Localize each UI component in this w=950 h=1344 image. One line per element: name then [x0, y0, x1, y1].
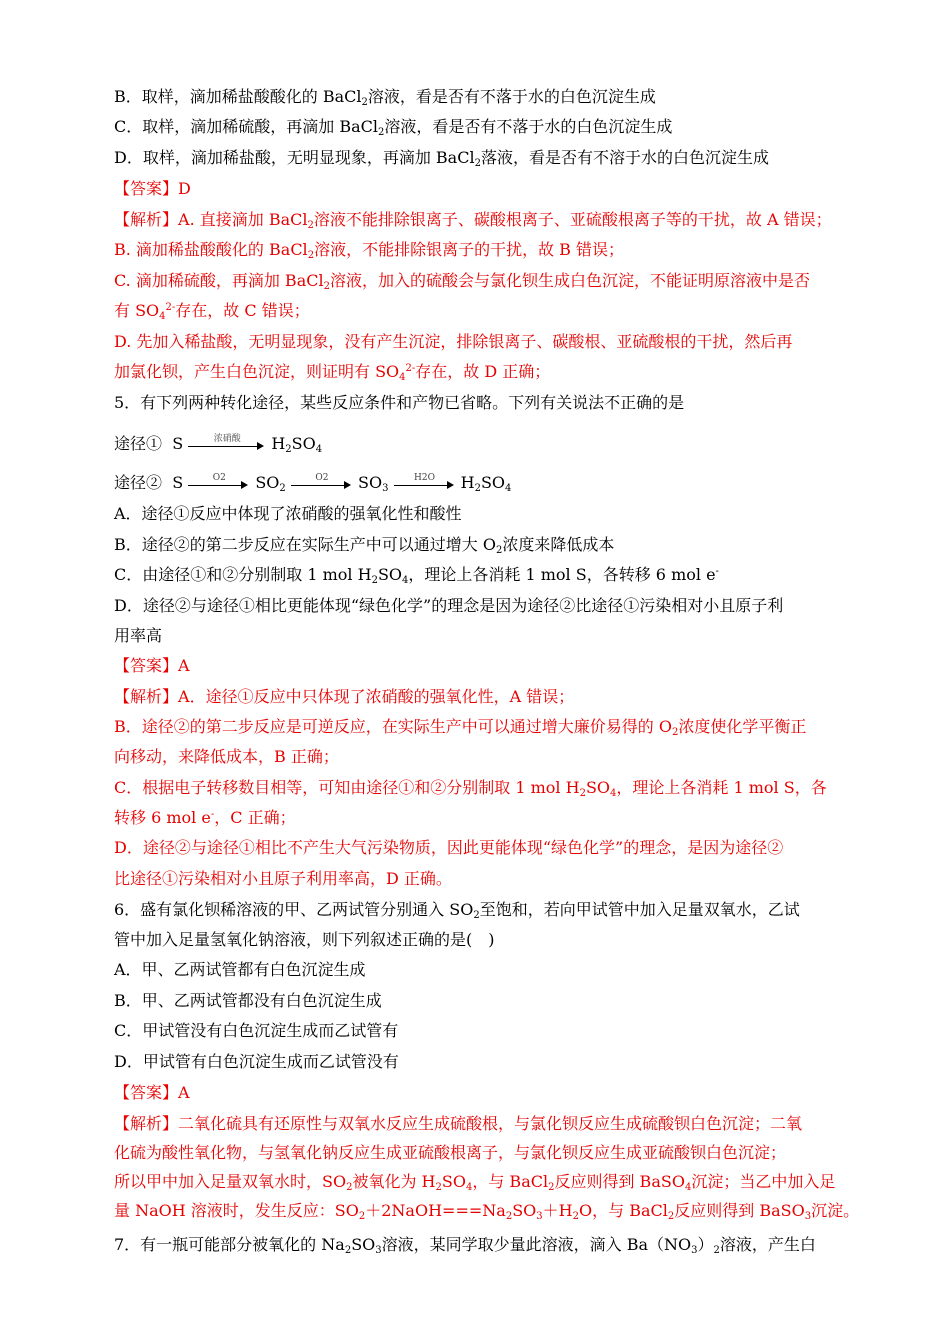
q4-analysis-d1: D. 先加入稀盐酸，无明显现象，没有产生沉淀，排除银离子、碳酸根、亚硫酸根的干扰，然后再 — [114, 332, 793, 351]
q6-analysis-2: 化硫为酸性氧化物，与氢氧化钠反应生成亚硫酸根离子，与氯化钡反应生成亚硫酸钡白色沉淀； — [114, 1143, 787, 1162]
q4-analysis-c2: 有 $SO_4^{2-}$存在，故 C 错误； — [114, 301, 310, 322]
q4-option-c: C．取样，滴加稀硫酸，再滴加 BaCl$_2$溶液，看是否有不落于水的白色沉淀生成 — [114, 117, 673, 138]
reaction-arrow: H2O — [394, 474, 456, 494]
q5-option-d1: D．途径②与途径①相比更能体现“绿色化学”的理念是因为途径②比途径①污染相对小且原子利 — [114, 596, 784, 615]
q5-analysis-c2: 转移 6 mol e-，C 正确； — [114, 808, 296, 827]
q5-analysis-b1: B．途径②的第二步反应是可逆反应，在实际生产中可以通过增大廉价易得的 $O_2$浓度使化学平衡正 — [114, 717, 807, 738]
q6-option-d: D．甲试管有白色沉淀生成而乙试管没有 — [114, 1052, 399, 1071]
q4-option-b: B．取样，滴加稀盐酸酸化的 BaCl$_2$溶液，看是否有不落于水的白色沉淀生成 — [114, 87, 656, 108]
q5-analysis-d2: 比途径①污染相对小且原子利用率高，D 正确。 — [114, 869, 452, 888]
q5-analysis-c1: C．根据电子转移数目相等，可知由途径①和②分别制取 1 mol $H_2SO_4$，理论上各消耗 1 mol S，各 — [114, 778, 827, 799]
q6-analysis-1: 【解析】二氧化硫具有还原性与双氧水反应生成硫酸根，与氯化钡反应生成硫酸钡白色沉淀；二氧 — [114, 1114, 803, 1133]
q5-option-a: A．途径①反应中体现了浓硝酸的强氧化性和酸性 — [114, 504, 462, 523]
q5-analysis-b2: 向移动，来降低成本，B 正确； — [114, 747, 339, 766]
reaction-arrow: O2 — [291, 474, 353, 494]
q5-option-d2: 用率高 — [114, 626, 163, 645]
q5-option-c: C．由途径①和②分别制取 1 mol $H_2SO_4$，理论上各消耗 1 mol S，各转移 6 mol e- — [114, 565, 719, 586]
q4-answer: 【答案】D — [114, 179, 191, 198]
q6-option-c: C．甲试管没有白色沉淀生成而乙试管有 — [114, 1021, 399, 1040]
q4-option-d: D．取样，滴加稀盐酸，无明显现象，再滴加 BaCl$_2$落液，看是否有不溶于水的白色沉淀生成 — [114, 148, 769, 169]
q6-analysis-4: 量 NaOH 溶液时，发生反应：$SO_2+2NaOH===Na_2SO_3+H_2O$，与 BaCl$_2$反应则得到 BaSO$_3$沉淀。 — [114, 1201, 860, 1222]
q4-analysis-d2: 加氯化钡，产生白色沉淀，则证明有 $SO_4^{2-}$存在，故 D 正确； — [114, 362, 551, 383]
q6-option-b: B．甲、乙两试管都没有白色沉淀生成 — [114, 991, 382, 1010]
q6-stem-1: 6．盛有氯化钡稀溶液的甲、乙两试管分别通入 $SO_2$至饱和，若向甲试管中加入足量双氧水，乙试 — [114, 900, 800, 921]
q4-analysis-c1: C. 滴加稀硫酸，再滴加 BaCl$_2$溶液，加入的硫酸会与氯化钡生成白色沉淀，不能证明原溶液中是否 — [114, 271, 810, 292]
q5-route-2: 途径② S O2 $SO_2$ O2 $SO_3$ H2O $H_2SO_4$ — [114, 472, 512, 494]
reaction-arrow: O2 — [188, 474, 250, 494]
q6-analysis-3: 所以甲中加入足量双氧水时，$SO_2$被氧化为 $H_2SO_4$，与 BaCl$_2$反应则得到 BaSO$_4$沉淀；当乙中加入足 — [114, 1172, 836, 1193]
q5-analysis-d1: D．途径②与途径①相比不产生大气污染物质，因此更能体现“绿色化学”的理念，是因为途径② — [114, 838, 784, 857]
q5-answer: 【答案】A — [114, 656, 190, 675]
q6-option-a: A．甲、乙两试管都有白色沉淀生成 — [114, 960, 366, 979]
q5-stem: 5．有下列两种转化途径，某些反应条件和产物已省略。下列有关说法不正确的是 — [114, 393, 685, 412]
q4-analysis-a: 【解析】A. 直接滴加 BaCl$_2$溶液不能排除银离子、碳酸根离子、亚硫酸根离子等的干扰，故 A 错误； — [114, 210, 832, 231]
q5-analysis-a: 【解析】A．途径①反应中只体现了浓硝酸的强氧化性，A 错误； — [114, 687, 575, 706]
q4-analysis-b: B. 滴加稀盐酸酸化的 BaCl$_2$溶液，不能排除银离子的干扰，故 B 错误； — [114, 240, 624, 261]
q6-answer: 【答案】A — [114, 1083, 190, 1102]
q7-stem: 7．有一瓶可能部分被氧化的 $Na_2SO_3$溶液，某同学取少量此溶液，滴入 $Ba(NO_3)_2$溶液，产生白 — [114, 1235, 816, 1256]
q5-route-1: 途径① S 浓硝酸 $H_2SO_4$ — [114, 433, 323, 455]
q5-option-b: B．途径②的第二步反应在实际生产中可以通过增大 $O_2$浓度来降低成本 — [114, 535, 615, 556]
reaction-arrow: 浓硝酸 — [188, 435, 266, 455]
q6-stem-2: 管中加入足量氢氧化钠溶液，则下列叙述正确的是( ) — [114, 930, 495, 949]
